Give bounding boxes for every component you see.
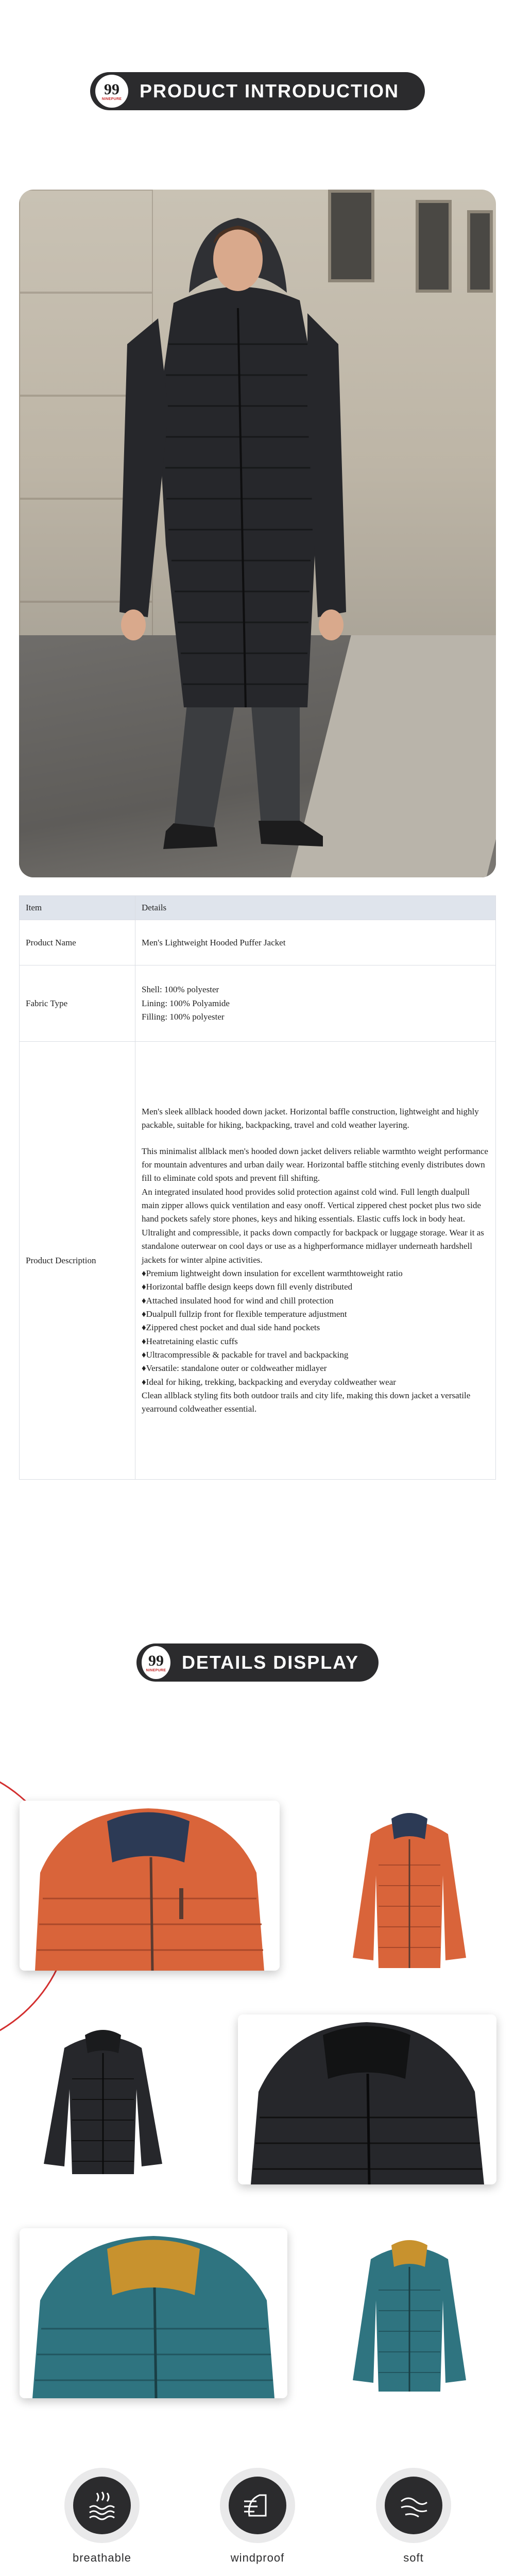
teal-jacket-full-graphic [340, 2231, 479, 2396]
brand-logo-number: 99 [148, 1652, 164, 1669]
table-row-value [135, 965, 496, 1042]
section-title: PRODUCT INTRODUCTION [140, 80, 399, 101]
brand-logo [95, 75, 128, 108]
feature-bullet: ♦Premium lightweight down insulation for excellent warmthtoweight ratio [142, 1268, 403, 1278]
model-figure [19, 190, 496, 877]
detail-teal-jacket-full [340, 2231, 479, 2396]
brand-logo-text: NINEPURE [146, 1668, 166, 1672]
feature-bullet: ♦Versatile: standalone outer or coldweather midlayer [142, 1363, 327, 1374]
feature-bullet: ♦Heatretaining elastic cuffs [142, 1336, 238, 1346]
table-row-fabric-type [20, 965, 496, 1042]
fabric-shell: Shell: 100% polyester [142, 985, 219, 995]
description-summary: Men's sleek allblack hooded down jacket. Horizontal baffle construction, lightweight and highly packable, suitable for hiking, backpacking, travel and cold weather layering. [142, 1107, 479, 1130]
black-jacket-full-graphic [31, 2022, 175, 2177]
feature-bullet: ♦Zippered chest pocket and dual side hand pockets [142, 1323, 320, 1333]
fabric-filling: Filling: 100% polyester [142, 1012, 225, 1022]
detail-orange-hood-closeup [20, 1801, 280, 1971]
breathable-icon [87, 2490, 117, 2521]
table-row-value [135, 1042, 496, 1480]
black-jacket-closeup-graphic [238, 2014, 496, 2184]
feature-label: breathable [73, 2551, 131, 2564]
section-title: DETAILS DISPLAY [181, 1652, 359, 1673]
windproof-icon [242, 2490, 273, 2521]
table-header-details: Details [135, 896, 496, 920]
section-header-details-display [136, 1643, 379, 1682]
feature-label: soft [403, 2551, 424, 2564]
soft-icon [398, 2490, 429, 2521]
feature-soft [362, 2468, 465, 2565]
table-header-row [20, 896, 496, 920]
feature-windproof [206, 2468, 309, 2565]
brand-logo [142, 1646, 170, 1679]
description-paragraph-2: An integrated insulated hood provides solid protection against cold wind. Full length dualpull main zipper allows quick ventilation and easy onoff. Vertical zippered chest pocket plus two side hand pockets safely store phones, keys and hiking essentials. Elastic cuffs lock in body heat. Ultralight and compressible, it packs down compactly for backpack or luggage storage. Wear it as standalone outerwear on cool days or use as a highperformance midlayer underneath hardshell jackets for winter alpine activities. [142, 1187, 484, 1265]
brand-logo-number: 99 [104, 80, 119, 98]
feature-bullet: ♦Ideal for hiking, trekking, backpacking and everyday coldweather wear [142, 1377, 396, 1387]
table-row-value [135, 920, 496, 965]
table-row-product-description [20, 1042, 496, 1480]
table-header-item: Item [20, 896, 135, 920]
orange-jacket-closeup-graphic [20, 1801, 280, 1971]
feature-bullet: ♦Ultracompressible & packable for travel and backpacking [142, 1349, 349, 1360]
feature-label: windproof [230, 2551, 285, 2564]
product-spec-table [19, 895, 496, 1480]
table-row-product-name [20, 920, 496, 965]
brand-logo-text: NINEPURE [101, 97, 122, 101]
feature-bullet: ♦Dualpull fullzip front for flexible temperature adjustment [142, 1309, 347, 1319]
table-row-label: Fabric Type [20, 965, 135, 1042]
detail-orange-jacket-full [340, 1803, 479, 1973]
table-row-label: Product Name [20, 920, 135, 965]
hero-product-photo [19, 190, 496, 877]
detail-teal-hood-closeup [20, 2228, 287, 2398]
teal-jacket-closeup-graphic [20, 2228, 287, 2398]
feature-breathable [50, 2468, 153, 2565]
description-spacer [142, 1132, 489, 1145]
fabric-lining: Lining: 100% Polyamide [142, 998, 230, 1008]
detail-black-jacket-full [31, 2022, 175, 2177]
orange-jacket-full-graphic [340, 1803, 479, 1973]
feature-bullet: ♦Attached insulated hood for wind and chill protection [142, 1295, 334, 1306]
section-header-product-introduction [90, 72, 425, 110]
table-row-label: Product Description [20, 1042, 135, 1480]
product-name-value: Men's Lightweight Hooded Puffer Jacket [142, 937, 286, 947]
description-paragraph-1: This minimalist allblack men's hooded down jacket delivers reliable warmthto weight performance for mountain adventures and urban daily wear. Horizontal baffle stitching evenly distributes down fill to eliminate cold spots and prevent fill shifting. [142, 1146, 488, 1183]
feature-bullet: ♦Horizontal baffle design keeps down fill evenly distributed [142, 1282, 353, 1292]
detail-black-hood-closeup [238, 2014, 496, 2184]
description-closing: Clean allblack styling fits both outdoor trails and city life, making this down jacket a versatile yearround coldweather essential. [142, 1390, 471, 1414]
